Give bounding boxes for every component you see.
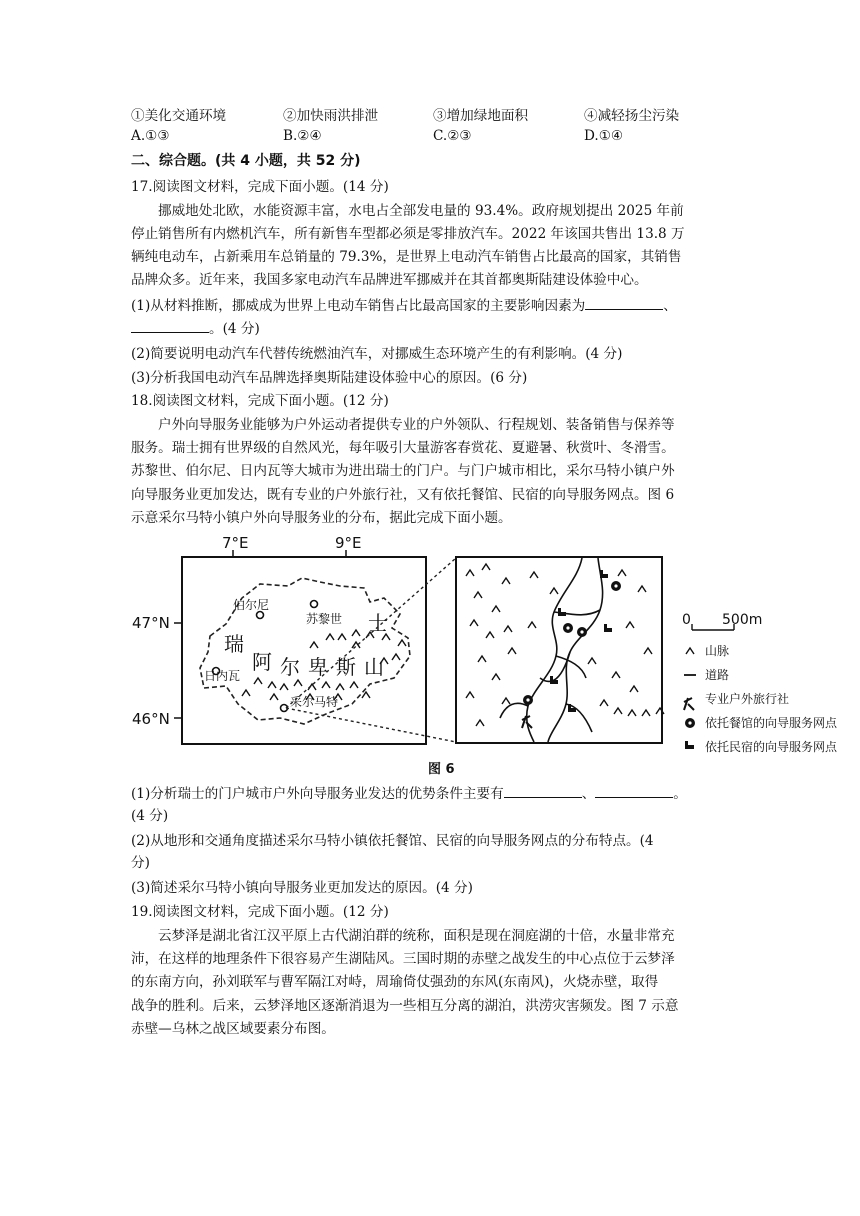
- q18-sub1-text: (1)分析瑞士的门户城市户外向导服务业发达的优势条件主要有: [131, 786, 504, 802]
- scale-label: 500m: [722, 612, 763, 628]
- bnb-legend-icon: [685, 741, 694, 749]
- q17-para-line: 挪威地处北欧，水能资源丰富，水电占全部发电量的 93.4%。政府规划提出 2025 年前: [158, 203, 684, 219]
- zermatt-inset-frame: [456, 557, 662, 743]
- q18-para-line: 服务。瑞士拥有世界级的自然风光，每年吸引大量游客春赏花、夏避暑、秋赏叶、冬滑雪。: [131, 440, 675, 456]
- q18-sub2-cont: 分): [131, 855, 150, 871]
- q18-sub3: (3)简述采尔马特小镇向导服务业更加发达的原因。(4 分): [131, 880, 473, 896]
- q19-heading: 19.阅读图文材料，完成下面小题。(12 分): [131, 904, 389, 920]
- figure-6: [130, 528, 850, 776]
- restaurant-service-points: [523, 581, 621, 705]
- q19-para-line: 云梦泽是湖北省江汉平原上古代湖泊群的统称，面积是现在洞庭湖的十倍，水量非常充: [158, 928, 675, 944]
- legend-restaurant: 依托餐馆的向导服务网点: [705, 716, 838, 730]
- q19-para-line: 的东南方向，孙刘联军与曹军隔江对峙，周瑜倚仗强劲的东风(东南风)，火烧赤壁，取得: [131, 974, 659, 990]
- q17-heading: 17.阅读图文材料，完成下面小题。(14 分): [131, 179, 389, 195]
- label-char: 阿: [252, 650, 272, 674]
- answer-blank[interactable]: [595, 784, 673, 798]
- lat-label-47n: 47°N: [132, 614, 170, 632]
- mountain-icons-right: [466, 564, 664, 726]
- option-item-2: ②加快雨洪排泄: [283, 108, 379, 124]
- q18-sub1-points: (4 分): [131, 808, 169, 824]
- label-char: 卑: [308, 655, 328, 679]
- lat-label-46n: 46°N: [132, 710, 170, 728]
- lon-label-9e: 9°E: [335, 534, 362, 552]
- choice-b: B.②④: [283, 128, 322, 144]
- legend-bnb: 依托民宿的向导服务网点: [705, 740, 838, 754]
- zoom-line-bottom: [286, 708, 456, 742]
- label-char: 斯: [336, 655, 356, 679]
- q18-sub2: (2)从地形和交通角度描述采尔马特小镇依托餐馆、民宿的向导服务网点的分布特点。(4: [131, 833, 654, 849]
- q18-para-line: 苏黎世、伯尔尼、日内瓦等大城市为进出瑞士的门户。与门户城市相比，采尔马特小镇户外: [131, 463, 675, 479]
- q19-para-line: 沛，在这样的地理条件下很容易产生湖陆风。三国时期的赤壁之战发生的中心点位于云梦泽: [131, 951, 675, 967]
- zurich-marker: [311, 601, 318, 608]
- agency-legend-icon: [684, 698, 694, 710]
- q18-para-line: 户外向导服务业能够为户外运动者提供专业的户外领队、行程规划、装备销售与保养等: [158, 417, 675, 433]
- q17-sub1-text: (1)从材料推断，挪威成为世界上电动车销售占比最高国家的主要影响因素为: [131, 298, 586, 314]
- legend-agency: 专业户外旅行社: [705, 692, 790, 706]
- q17-para-line: 停止销售所有内燃机汽车，所有新售车型都必须是零排放汽车。2022 年该国共售出 13.8 万: [131, 226, 685, 242]
- city-zurich: 苏黎世: [306, 612, 343, 626]
- choice-a: A.①③: [131, 128, 170, 144]
- choice-c: C.②③: [433, 128, 472, 144]
- q17-sub3: (3)分析我国电动汽车品牌选择奥斯陆建设体验中心的原因。(6 分): [131, 370, 528, 386]
- legend-mountain: 山脉: [705, 644, 730, 658]
- section-heading: 二、综合题。(共 4 小题，共 52 分): [131, 153, 361, 169]
- q17-sub1: (1)从材料推断，挪威成为世界上电动车销售占比最高国家的主要影响因素为 、: [131, 298, 677, 314]
- option-item-1: ①美化交通环境: [131, 108, 227, 124]
- answer-blank[interactable]: [131, 319, 209, 333]
- lon-label-7e: 7°E: [222, 534, 249, 552]
- q17-para-line: 辆纯电动车，占新乘用车总销量的 79.3%，是世界上电动汽车销售占比最高的国家，其销售: [131, 249, 682, 265]
- legend-road: 道路: [705, 668, 730, 682]
- label-char: 山: [364, 655, 384, 679]
- figure-caption: 图 6: [428, 762, 455, 776]
- label-char: 士: [368, 611, 388, 635]
- choice-d: D.①④: [584, 128, 624, 144]
- q18-sub1: (1)分析瑞士的门户城市户外向导服务业发达的优势条件主要有 、 。: [131, 786, 687, 802]
- q19-para-line: 赤壁—乌林之战区域要素分布图。: [131, 1021, 335, 1037]
- switzerland-map-frame: [182, 557, 426, 744]
- q17-para-line: 品牌众多。近年来，我国多家电动汽车品牌进军挪威并在其首都奥斯陆建设体验中心。: [131, 272, 648, 288]
- scale-zero: 0: [682, 612, 691, 628]
- q19-para-line: 战争的胜利。后来，云梦泽地区逐渐消退为一些相互分离的湖泊，洪涝灾害频发。图 7 示意: [131, 998, 679, 1014]
- q18-para-line: 向导服务业更加发达，既有专业的户外旅行社，又有依托餐馆、民宿的向导服务网点。图 6: [131, 487, 675, 503]
- answer-blank[interactable]: [504, 784, 582, 798]
- q18-sub1-end: 。: [673, 786, 687, 802]
- city-zermatt: 采尔马特: [290, 695, 339, 709]
- q18-heading: 18.阅读图文材料，完成下面小题。(12 分): [131, 393, 389, 409]
- figure-6-map: [130, 528, 850, 776]
- label-char: 瑞: [224, 632, 244, 656]
- label-char: 尔: [280, 655, 300, 679]
- q17-sub2: (2)简要说明电动汽车代替传统燃油汽车，对挪威生态环境产生的有利影响。(4 分): [131, 346, 623, 362]
- option-item-3: ③增加绿地面积: [433, 108, 529, 124]
- q18-para-line: 示意采尔马特小镇户外向导服务业的分布，据此完成下面小题。: [131, 510, 512, 526]
- city-bern: 伯尔尼: [233, 598, 270, 612]
- city-geneva: 日内瓦: [204, 669, 241, 683]
- road-network: [500, 558, 603, 742]
- bern-marker: [257, 612, 264, 619]
- q17-sub1-points: 。(4 分): [209, 321, 260, 337]
- option-item-4: ④减轻扬尘污染: [584, 108, 680, 124]
- q17-sub1-cont: [131, 319, 260, 339]
- answer-blank[interactable]: [585, 296, 663, 310]
- mountain-legend-icon: [686, 648, 694, 654]
